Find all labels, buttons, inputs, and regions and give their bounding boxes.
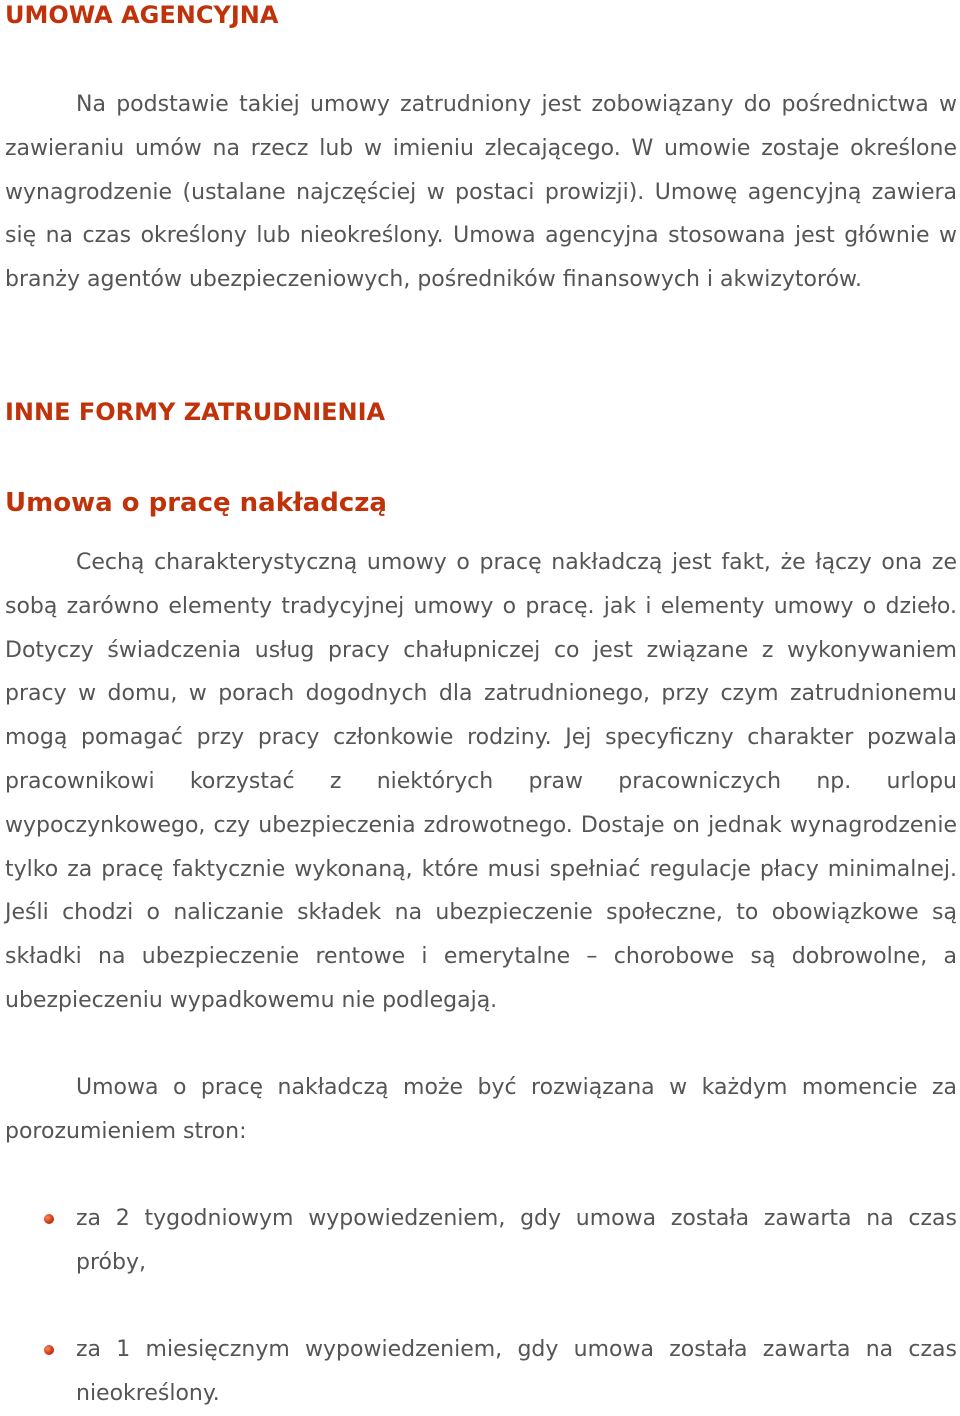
bullet-icon [44,1345,54,1355]
other-forms-heading: INNE FORMY ZATRUDNIENIA [5,398,386,426]
agency-contract-paragraph: Na podstawie takiej umowy zatrudniony jest zobowiązany do pośrednictwa w zawieraniu umów na rzecz lub w imieniu zlecającego. W umowie zostaje określone wynagrodzenie (ustalane najczęściej w postaci prowizji). Umowę agencyjną zawiera się na czas określony lub nieokreślony. Umowa agencyjna stosowana jest głównie w branży agentów ubezpieczeniowych, pośredników finansowych i akwizytorów. [5,92,957,293]
list-item-text: za 1 miesięcznym wypowiedzeniem, gdy umowa została zawarta na czas nieokreślony. [76,1337,957,1406]
outwork-contract-heading: Umowa o pracę nakładczą [5,488,387,518]
outwork-contract-paragraph-2: Umowa o pracę nakładczą może być rozwiązana w każdym momencie za porozumieniem stron: [5,1075,957,1144]
outwork-contract-paragraph-1: Cechą charakterystyczną umowy o pracę nakładczą jest fakt, że łączy ona ze sobą zarówno elementy tradycyjnej umowy o pracę. jak i elementy umowy o dzieło. Dotyczy świadczenia usług pracy chałupniczej co jest związane z wykonywaniem pracy w domu, w porach dogodnych dla zatrudnionego, przy czym zatrudnionemu mogą pomagać przy pracy członkowie rodziny. Jej specyficzny charakter pozwala pracownikowi korzystać z niektórych praw pracowniczych np. urlopu wypoczynkowego, czy ubezpieczenia zdrowotnego. Dostaje on jednak wynagrodzenie tylko za pracę faktycznie wykonaną, które musi spełniać regulacje płacy minimalnej. Jeśli chodzi o naliczanie składek na ubezpieczenie społeczne, to obowiązkowe są składki na ubezpieczenie rentowe i emerytalne – chorobowe są dobrowolne, a ubezpieczeniu wypadkowemu nie podlegają. [5,550,957,1013]
bullet-icon [44,1214,54,1224]
list-item [5,1197,957,1285]
list-item-text: za 2 tygodniowym wypowiedzeniem, gdy umowa została zawarta na czas próby, [76,1206,957,1275]
list-item [5,1328,957,1416]
termination-list [5,1197,957,1285]
termination-list-2 [5,1328,957,1416]
agency-contract-heading: UMOWA AGENCYJNA [5,1,279,29]
